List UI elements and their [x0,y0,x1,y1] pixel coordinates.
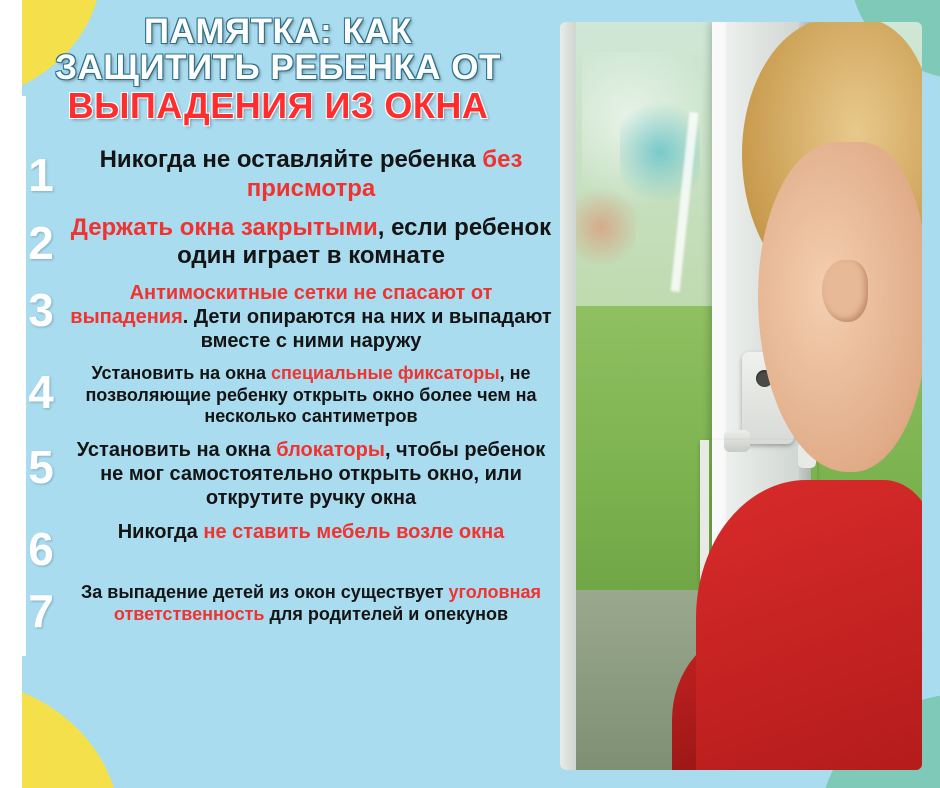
tip-text-highlight: Держать окна закрытыми [70,213,378,241]
child-at-window-photo [560,22,922,770]
tip-text-plain: Установить на окна [91,363,272,384]
tip-text-plain: , если ребенок один играет в комнате [177,213,552,270]
tip-number: 2 [28,216,54,269]
tip-number: 4 [28,366,54,419]
photo-bokeh-orange [566,182,636,272]
title-line-3: ВЫПАДЕНИЯ ИЗ ОКНА [67,84,489,126]
safety-tips-list [14,146,560,644]
title-line-1: ПАМЯТКА: КАК [143,12,413,51]
tip-text [68,520,560,544]
tip-number: 6 [28,522,54,575]
tip-text-plain: Установить на окна [76,438,277,461]
tip-text [68,281,560,353]
tip-number: 5 [28,440,54,493]
safety-tip-4 [14,363,560,428]
tip-number: 7 [28,584,54,637]
tip-text-highlight: без присмотра [246,146,523,202]
tip-text-plain: Никогда не оставляйте ребенка [99,146,483,173]
tip-text [68,438,560,510]
tip-text-plain: За выпадение детей из окон существует [81,581,449,602]
child-shirt [696,480,922,770]
page-title [0,14,556,124]
safety-tip-2 [14,214,560,272]
safety-tip-6 [14,520,560,575]
tip-text [68,214,560,272]
tip-text-highlight: не ставить мебель возле окна [203,520,505,543]
tip-text [68,146,560,204]
tip-text-highlight: блокаторы [276,438,385,461]
tip-text-plain: . Дети опираются на них и выпадают вместе с ними наружу [182,306,552,353]
title-line-2: ЗАЩИТИТЬ РЕБЕНКА ОТ [55,48,501,88]
tip-text-plain: для родителей и опекунов [264,603,509,624]
tip-text [68,363,560,428]
tip-text [68,582,560,625]
window-frame-left [560,22,576,770]
safety-tip-1 [14,146,560,204]
tip-number: 1 [28,149,54,201]
safety-tip-5 [14,438,560,510]
child-ear [822,260,868,322]
tip-text-plain: Никогда [117,520,204,543]
tip-text-plain: , не позволяющие ребенку открыть окно более чем на несколько сантиметров [85,363,537,427]
tip-text-highlight: специальные фиксаторы [271,363,500,384]
tip-text-plain: , чтобы ребенок не мог самостоятельно открыть окно, или открутите ручку окна [100,438,546,509]
safety-tip-7 [14,581,560,637]
tip-text-highlight: Антимоскитные сетки не спасают от выпадения [70,282,493,329]
tip-text-highlight: уголовная ответственность [113,581,541,624]
tip-number: 3 [28,284,54,337]
safety-tip-3 [14,281,560,353]
